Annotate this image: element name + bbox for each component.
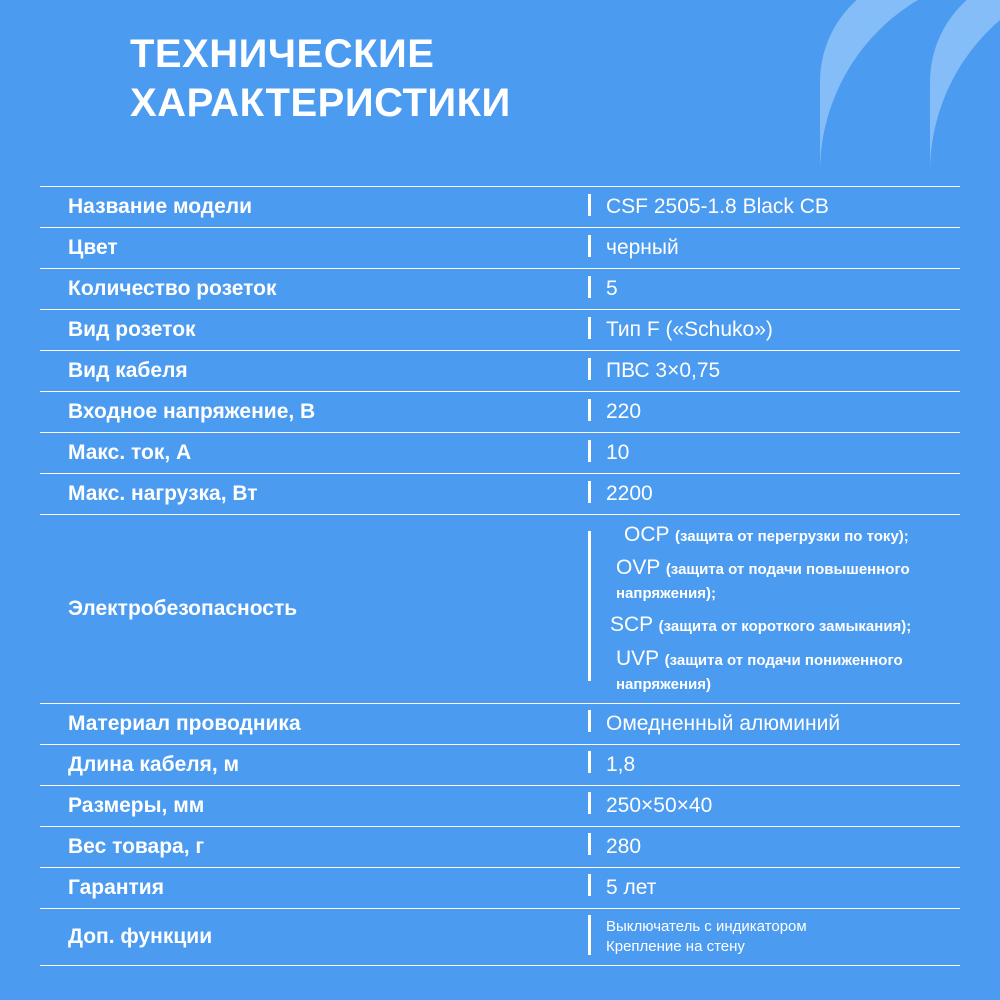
- spec-value: ПВС 3×0,75: [606, 359, 721, 382]
- safety-item: [606, 647, 954, 695]
- row-separator: [578, 744, 600, 785]
- table-row: [40, 228, 960, 269]
- page-header: [130, 30, 690, 128]
- decorative-arcs: [640, 0, 1000, 200]
- table-row: [40, 187, 960, 228]
- safety-item: [606, 556, 954, 604]
- specifications-table: [40, 186, 960, 966]
- spec-label: Вид розеток: [68, 318, 196, 341]
- row-separator: [578, 826, 600, 867]
- row-separator: [578, 474, 600, 515]
- spec-label: Материал проводника: [68, 711, 301, 735]
- spec-label: Цвет: [68, 236, 118, 259]
- spec-value: 1,8: [606, 752, 636, 776]
- spec-value: 10: [606, 441, 630, 464]
- spec-value: Омедненный алюминий: [606, 711, 841, 735]
- table-row-extra: [40, 908, 960, 966]
- spec-label: Макс. нагрузка, Вт: [68, 482, 258, 505]
- safety-abbr: OCP: [624, 523, 670, 546]
- spec-value-extra: [600, 908, 960, 966]
- extra-function-line-1: Выключатель с индикатором: [606, 917, 807, 935]
- spec-value: CSF 2505-1.8 Black CB: [606, 195, 829, 218]
- spec-value: Тип F («Schuko»): [606, 318, 773, 341]
- table-row: [40, 474, 960, 515]
- page-title-line-2: ХАРАКТЕРИСТИКИ: [130, 80, 511, 125]
- safety-description: (защита от перегрузки по току);: [674, 528, 909, 545]
- row-separator: [578, 433, 600, 474]
- table-row: [40, 703, 960, 744]
- safety-description: (защита от подачи повышенного напряжения);: [616, 561, 910, 603]
- spec-label: Вид кабеля: [68, 359, 188, 382]
- spec-label: Доп. функции: [68, 925, 213, 949]
- page-title-line-1: ТЕХНИЧЕСКИЕ: [130, 32, 435, 76]
- table-row: [40, 269, 960, 310]
- spec-label: Макс. ток, А: [68, 441, 192, 464]
- row-separator: [578, 703, 600, 744]
- spec-label: Название модели: [68, 195, 253, 218]
- page-title: [130, 30, 690, 128]
- table-row: [40, 351, 960, 392]
- row-separator: [578, 392, 600, 433]
- spec-value: 2200: [606, 482, 653, 505]
- spec-label: Входное напряжение, В: [68, 400, 316, 423]
- spec-value: 5 лет: [606, 875, 657, 899]
- table-row: [40, 433, 960, 474]
- table-row: [40, 826, 960, 867]
- row-separator: [578, 515, 600, 704]
- safety-abbr: OVP: [616, 556, 660, 580]
- table-row: [40, 867, 960, 908]
- safety-abbr: SCP: [610, 613, 653, 637]
- spec-label: Длина кабеля, м: [68, 752, 240, 776]
- spec-label: Электробезопасность: [68, 596, 298, 620]
- safety-description: (защита от короткого замыкания);: [658, 618, 912, 636]
- table-row-safety: [40, 515, 960, 704]
- row-separator: [578, 228, 600, 269]
- row-separator: [578, 908, 600, 966]
- row-separator: [578, 351, 600, 392]
- safety-item: [606, 613, 954, 637]
- table-row: [40, 310, 960, 351]
- spec-value: 5: [606, 277, 618, 300]
- spec-value: 250×50×40: [606, 793, 713, 817]
- row-separator: [578, 310, 600, 351]
- spec-label: Гарантия: [68, 875, 164, 899]
- table-row: [40, 392, 960, 433]
- safety-item: [606, 523, 954, 547]
- row-separator: [578, 187, 600, 228]
- spec-value: черный: [606, 236, 679, 259]
- safety-list: [606, 523, 954, 695]
- spec-label: Количество розеток: [68, 277, 277, 300]
- specifications-body: [40, 187, 960, 966]
- safety-description: (защита от подачи пониженного напряжения): [616, 651, 903, 693]
- table-row: [40, 744, 960, 785]
- row-separator: [578, 785, 600, 826]
- spec-value: 220: [606, 400, 642, 423]
- spec-value-safety: [600, 515, 960, 704]
- spec-label: Размеры, мм: [68, 793, 205, 817]
- safety-abbr: UVP: [616, 646, 659, 670]
- table-row: [40, 785, 960, 826]
- spec-value: 280: [606, 834, 642, 858]
- row-separator: [578, 867, 600, 908]
- spec-label: Вес товара, г: [68, 834, 205, 858]
- extra-function-line-2: Крепление на стену: [606, 938, 745, 956]
- row-separator: [578, 269, 600, 310]
